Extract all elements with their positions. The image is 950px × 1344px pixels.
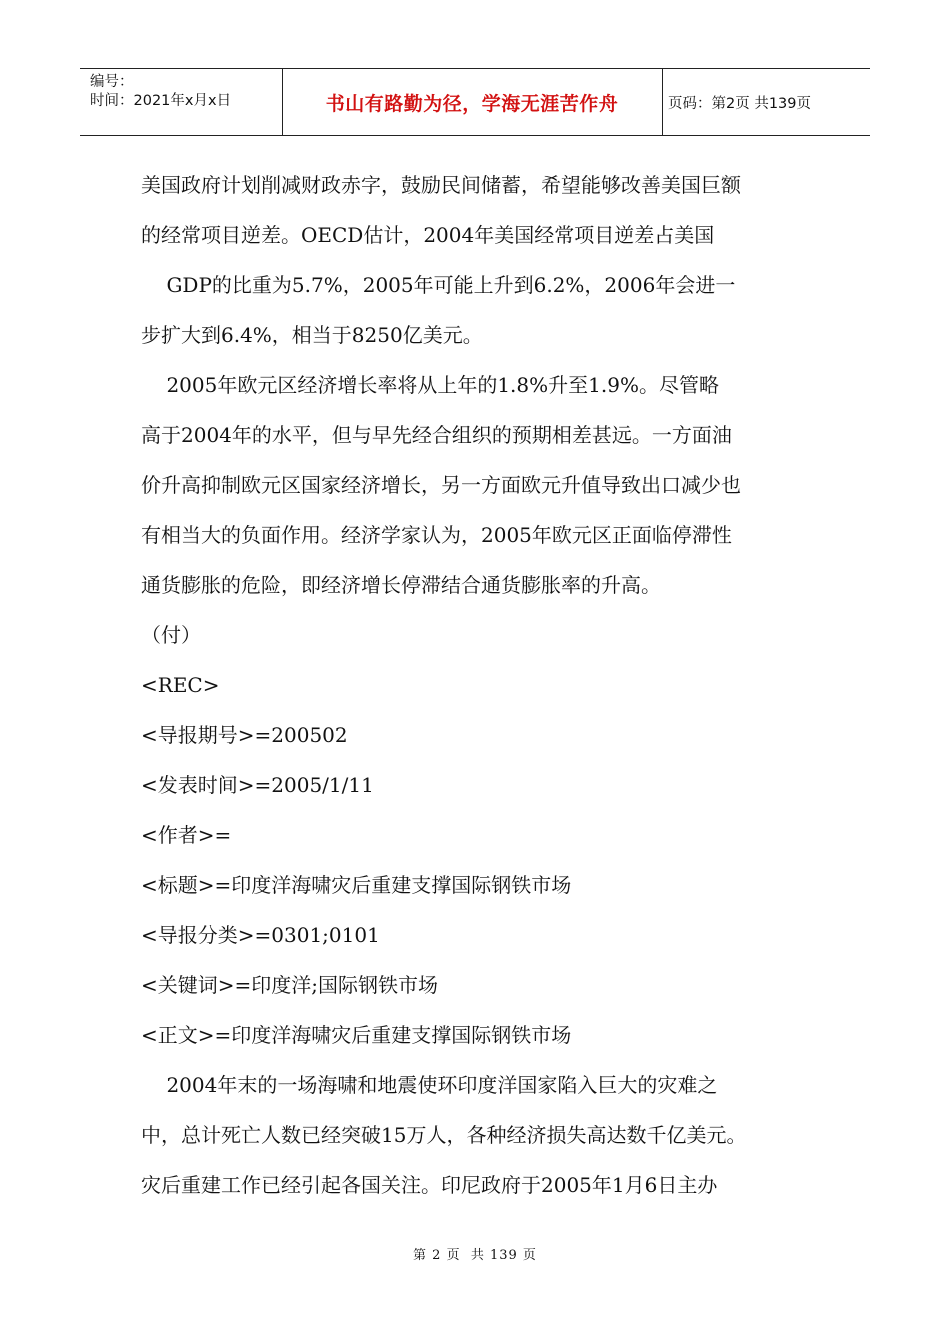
body-line: 灾后重建工作已经引起各国关注。印尼政府于2005年1月6日主办 (141, 1173, 718, 1197)
header-page-cell (662, 69, 870, 135)
record-field: <导报分类>=0301;0101 (141, 923, 380, 947)
header-meta-cell (80, 69, 283, 135)
number-label: 编号： (90, 74, 134, 90)
time-label: 时间：2021年x月x日 (90, 93, 232, 109)
body-line: 有相当大的负面作用。经济学家认为，2005年欧元区正面临停滞性 (141, 523, 732, 547)
record-field: <标题>=印度洋海啸灾后重建支撑国际钢铁市场 (141, 873, 572, 897)
page-info: 页码：第2页 共139页 (668, 95, 812, 112)
body-line: 高于2004年的水平，但与早先经合组织的预期相差甚远。一方面油 (141, 423, 732, 447)
page-header (80, 68, 870, 136)
body-line: 2004年末的一场海啸和地震使环印度洋国家陷入巨大的灾难之 (141, 1073, 718, 1097)
body-line: GDP的比重为5.7%，2005年可能上升到6.2%，2006年会进一 (141, 273, 736, 297)
header-motto-cell (282, 69, 663, 135)
body-line: 美国政府计划削减财政赤字，鼓励民间储蓄，希望能够改善美国巨额 (141, 173, 741, 197)
record-field: <关键词>=印度洋;国际钢铁市场 (141, 973, 439, 997)
record-field: <发表时间>=2005/1/11 (141, 773, 374, 797)
record-field: <正文>=印度洋海啸灾后重建支撑国际钢铁市场 (141, 1023, 572, 1047)
record-field: <作者>= (141, 823, 232, 847)
motto: 书山有路勤为径，学海无涯苦作舟 (325, 92, 619, 115)
body-line: 的经常项目逆差。OECD估计，2004年美国经常项目逆差占美国 (141, 223, 715, 247)
body-line: 中，总计死亡人数已经突破15万人，各种经济损失高达数千亿美元。 (141, 1123, 747, 1147)
body-line: 通货膨胀的危险，即经济增长停滞结合通货膨胀率的升高。 (141, 573, 661, 597)
body-line: 步扩大到6.4%，相当于8250亿美元。 (141, 323, 483, 347)
body-line: 2005年欧元区经济增长率将从上年的1.8%升至1.9%。尽管略 (141, 373, 719, 397)
body-line: （付） (141, 623, 201, 647)
document-body (141, 160, 821, 1210)
body-line: 价升高抑制欧元区国家经济增长，另一方面欧元升值导致出口减少也 (141, 473, 741, 497)
record-tag: <REC> (141, 673, 220, 697)
record-field: <导报期号>=200502 (141, 723, 348, 747)
page-footer: 第 2 页 共 139 页 (413, 1248, 537, 1263)
